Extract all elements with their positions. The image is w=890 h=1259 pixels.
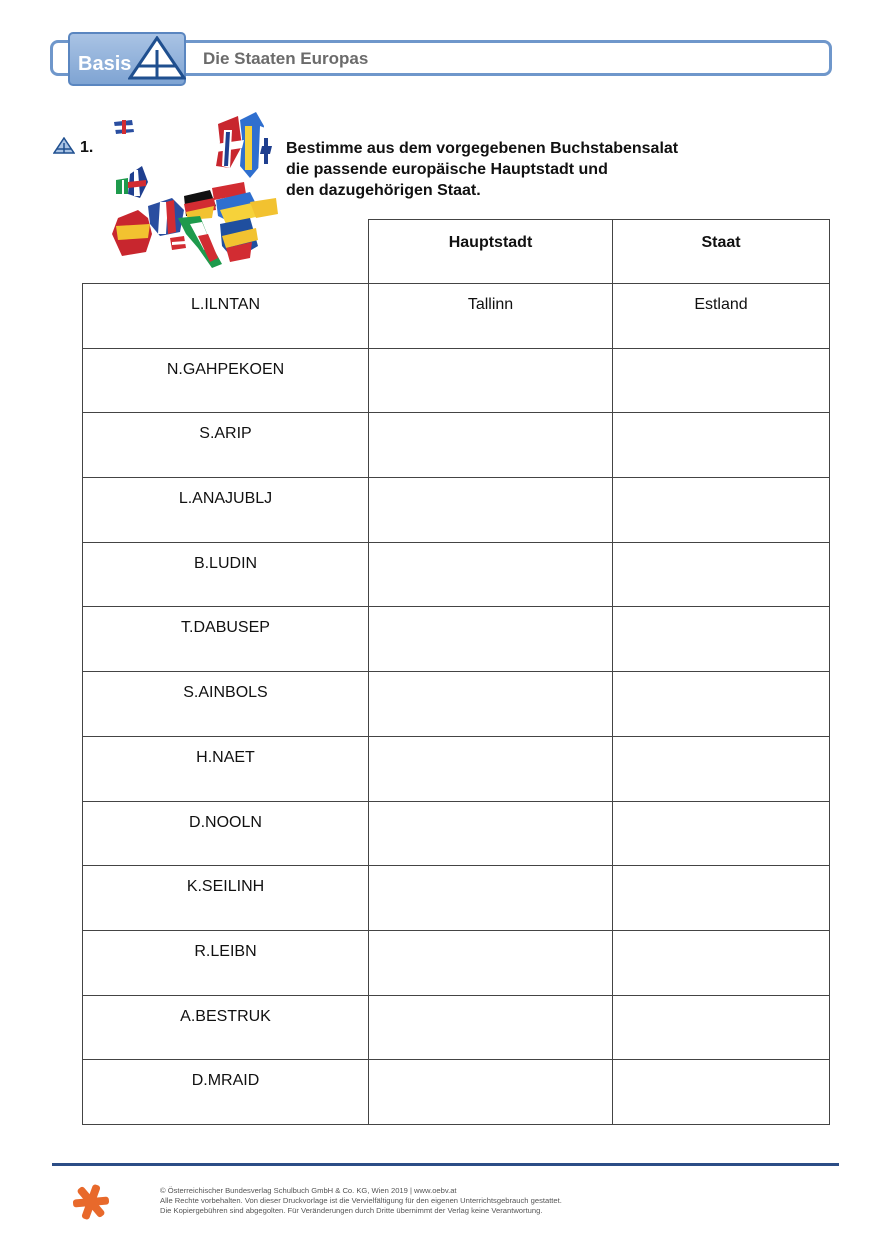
footer-copyright [160, 1186, 562, 1216]
capital-answer-cell[interactable] [369, 930, 613, 995]
table-row [83, 348, 830, 413]
logo-text: Basis [78, 53, 132, 75]
capital-answer-cell[interactable] [369, 866, 613, 931]
table-row [83, 995, 830, 1060]
capital-answer-cell[interactable] [369, 542, 613, 607]
capital-answer-cell[interactable] [369, 672, 613, 737]
task-line: die passende europäische Hauptstadt und [286, 161, 608, 178]
capital-answer-cell[interactable] [369, 413, 613, 478]
scrambled-word-cell: R.LEIBN [83, 930, 369, 995]
scrambled-word-cell: D.NOOLN [83, 801, 369, 866]
capital-answer-cell[interactable] [369, 995, 613, 1060]
scrambled-word-cell: T.DABUSEP [83, 607, 369, 672]
column-header-scrambled [83, 220, 369, 284]
capitals-table [82, 219, 830, 1125]
publisher-logo-icon [72, 1183, 110, 1221]
scrambled-word-cell: K.SEILINH [83, 866, 369, 931]
country-answer-cell[interactable] [613, 801, 830, 866]
country-answer-cell[interactable] [613, 672, 830, 737]
country-answer-cell[interactable] [613, 1060, 830, 1125]
task-line: Bestimme aus dem vorgegebenen Buchstabensalat [286, 140, 679, 157]
country-answer-cell[interactable] [613, 478, 830, 543]
table-row [83, 1060, 830, 1125]
capital-answer-cell[interactable] [369, 1060, 613, 1125]
table-row [83, 607, 830, 672]
footer-divider [52, 1163, 839, 1166]
capital-answer-cell[interactable] [369, 348, 613, 413]
column-header-country: Staat [613, 220, 830, 284]
country-answer-cell[interactable] [613, 542, 830, 607]
country-answer-cell[interactable] [613, 736, 830, 801]
table-row [83, 413, 830, 478]
scrambled-word-cell: H.NAET [83, 736, 369, 801]
column-header-capital: Hauptstadt [369, 220, 613, 284]
country-answer-cell[interactable] [613, 995, 830, 1060]
scrambled-word-cell: S.AINBOLS [83, 672, 369, 737]
scrambled-word-cell: B.LUDIN [83, 542, 369, 607]
capital-answer-cell[interactable] [369, 478, 613, 543]
table-row [83, 672, 830, 737]
task-line: den dazugehörigen Staat. [286, 182, 481, 199]
capital-answer-cell[interactable] [369, 801, 613, 866]
footer-line: Die Kopiergebühren sind abgegolten. Für Veränderungen durch Dritte übernimmt der Verlag keine Verantwortung. [160, 1206, 543, 1215]
table-row [83, 801, 830, 866]
scrambled-word-cell: L.ANAJUBLJ [83, 478, 369, 543]
country-answer-cell[interactable] [613, 930, 830, 995]
country-answer-cell[interactable] [613, 348, 830, 413]
table-row [83, 284, 830, 349]
country-answer-cell[interactable]: Estland [613, 284, 830, 349]
table-row [83, 542, 830, 607]
scrambled-word-cell: S.ARIP [83, 413, 369, 478]
page-title: Die Staaten Europas [203, 49, 369, 68]
footer-line: © Österreichischer Bundesverlag Schulbuch GmbH & Co. KG, Wien 2019 | www.oebv.at [160, 1186, 457, 1195]
table-header-row [83, 220, 830, 284]
table-row [83, 736, 830, 801]
basis-level-icon [53, 137, 75, 155]
scrambled-word-cell: N.GAHPEKOEN [83, 348, 369, 413]
country-answer-cell[interactable] [613, 607, 830, 672]
task-instructions [286, 138, 806, 201]
scrambled-word-cell: L.ILNTAN [83, 284, 369, 349]
scrambled-word-cell: A.BESTRUK [83, 995, 369, 1060]
task-number: 1. [80, 139, 94, 156]
capital-answer-cell[interactable] [369, 736, 613, 801]
capital-answer-cell[interactable] [369, 607, 613, 672]
table-row [83, 866, 830, 931]
country-answer-cell[interactable] [613, 866, 830, 931]
table-row [83, 930, 830, 995]
scrambled-word-cell: D.MRAID [83, 1060, 369, 1125]
capital-answer-cell[interactable]: Tallinn [369, 284, 613, 349]
logo-triangle-icon [128, 36, 186, 82]
table-row [83, 478, 830, 543]
footer-line: Alle Rechte vorbehalten. Von dieser Druckvorlage ist die Vervielfältigung für den eigenen Unterrichtsgebrauch gestattet. [160, 1196, 562, 1205]
country-answer-cell[interactable] [613, 413, 830, 478]
